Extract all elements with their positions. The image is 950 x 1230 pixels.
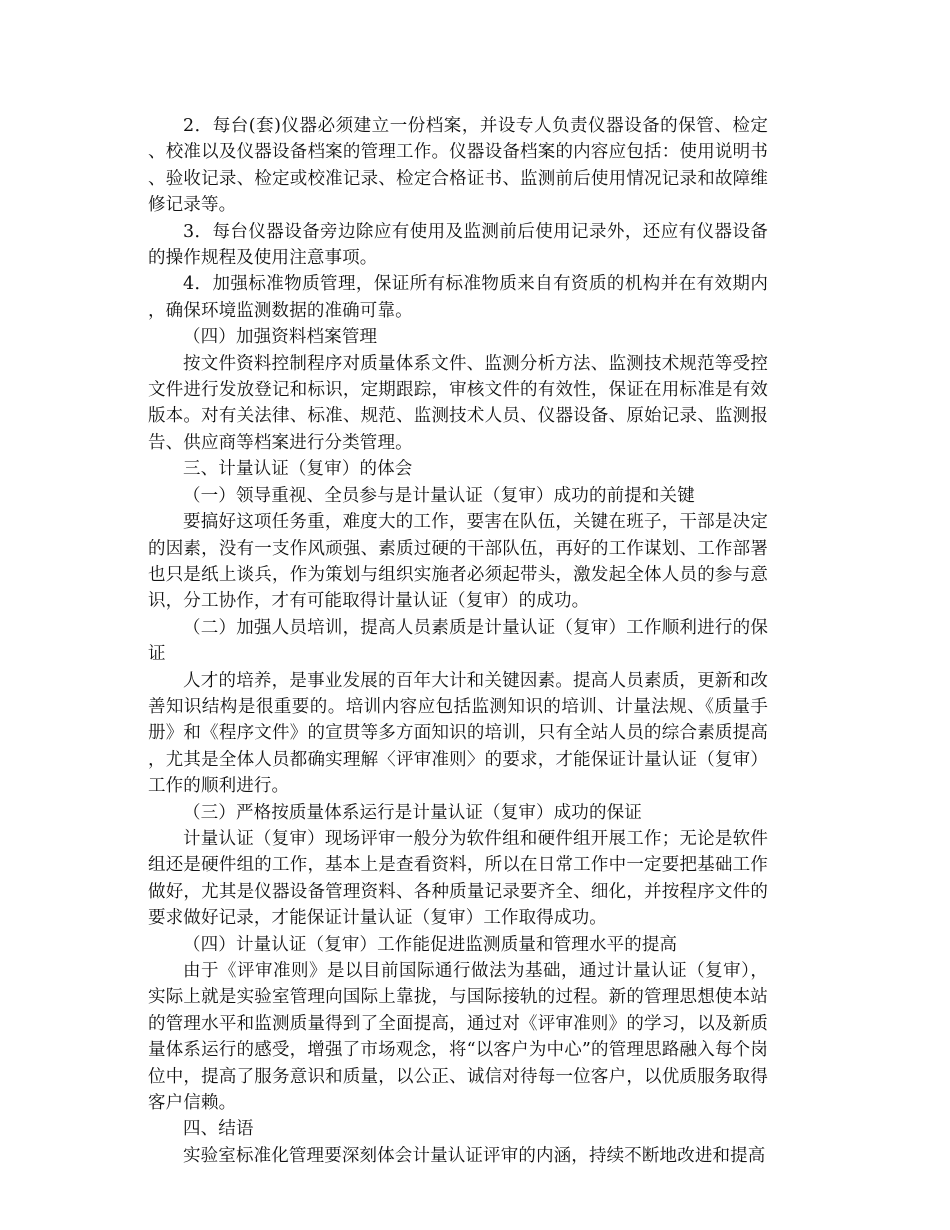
paragraph-leadership: 要搞好这项任务重，难度大的工作，要害在队伍，关键在班子，干部是决定的因素，没有一支作风顽强、素质过硬的干部队伍，再好的工作谋划、工作部署也只是纸上谈兵，作为策划与组织实施者必须起带头，激发起全体人员的参与意识，分工协作，才有可能取得计量认证（复审）的成功。: [148, 512, 768, 612]
heading-improvement: （四）计量认证（复审）工作能促进监测质量和管理水平的提高: [183, 934, 678, 955]
paragraph-conclusion: 实验室标准化管理要深刻体会计量认证评审的内涵，持续不断地改进和提高: [183, 1145, 766, 1166]
paragraph-instrument-archive: 2．每台(套)仪器必须建立一份档案，并设专人负责仪器设备的保管、检定、校准以及仪器设备档案的管理工作。仪器设备档案的内容应包括：使用说明书、验收记录、检定或校准记录、检定合格证书、监测前后使用情况记录和故障维修记录等。: [148, 116, 768, 216]
paragraph-training: 人才的培养，是事业发展的百年大计和关键因素。提高人员素质，更新和改善知识结构是很重要的。培训内容应包括监测知识的培训、计量法规、《质量手册》和《程序文件》的宣贯等多方面知识的培训，只有全站人员的综合素质提高，尤其是全体人员都确实理解〈评审准则〉的要求，才能保证计量认证（复审）工作的顺利进行。: [148, 670, 768, 797]
paragraph-improvement: 由于《评审准则》是以目前国际通行做法为基础，通过计量认证（复审），实际上就是实验室管理向国际上靠拢，与国际接轨的过程。新的管理思想使本站的管理水平和监测质量得到了全面提高，通过对《评审准则》的学习，以及新质量体系运行的感受，增强了市场观念，将“以客户为中心”的管理思路融入每个岗位中，提高了服务意识和质量，以公正、诚信对待每一位客户，以优质服务取得客户信赖。: [148, 961, 768, 1114]
paragraph-document-control: 按文件资料控制程序对质量体系文件、监测分析方法、监测技术规范等受控文件进行发放登记和标识，定期跟踪，审核文件的有效性，保证在用标准是有效版本。对有关法律、标准、规范、监测技术人员、仪器设备、原始记录、监测报告、供应商等档案进行分类管理。: [148, 353, 768, 453]
heading-quality-system: （三）严格按质量体系运行是计量认证（复审）成功的保证: [183, 802, 642, 823]
paragraph-reference-materials: 4．加强标准物质管理，保证所有标准物质来自有资质的机构并在有效期内，确保环境监测数据的准确可靠。: [148, 274, 768, 321]
heading-section-three: 三、计量认证（复审）的体会: [183, 459, 413, 480]
heading-training: （二）加强人员培训，提高人员素质是计量认证（复审）工作顺利进行的保证: [148, 617, 768, 665]
heading-leadership: （一）领导重视、全员参与是计量认证（复审）成功的前提和关键: [183, 485, 695, 506]
paragraph-quality-system: 计量认证（复审）现场评审一般分为软件组和硬件组开展工作；无论是软件组还是硬件组的工作，基本上是查看资料，所以在日常工作中一定要把基础工作做好，尤其是仪器设备管理资料、各种质量记录要齐全、细化，并按程序文件的要求做好记录，才能保证计量认证（复审）工作取得成功。: [148, 828, 768, 929]
heading-archive-management: （四）加强资料档案管理: [183, 327, 378, 348]
document-page: [148, 113, 768, 1169]
heading-conclusion: 四、结语: [183, 1119, 254, 1140]
paragraph-operating-procedures: 3．每台仪器设备旁边除应有使用及监测前后使用记录外，还应有仪器设备的操作规程及使用注意事项。: [148, 221, 768, 269]
